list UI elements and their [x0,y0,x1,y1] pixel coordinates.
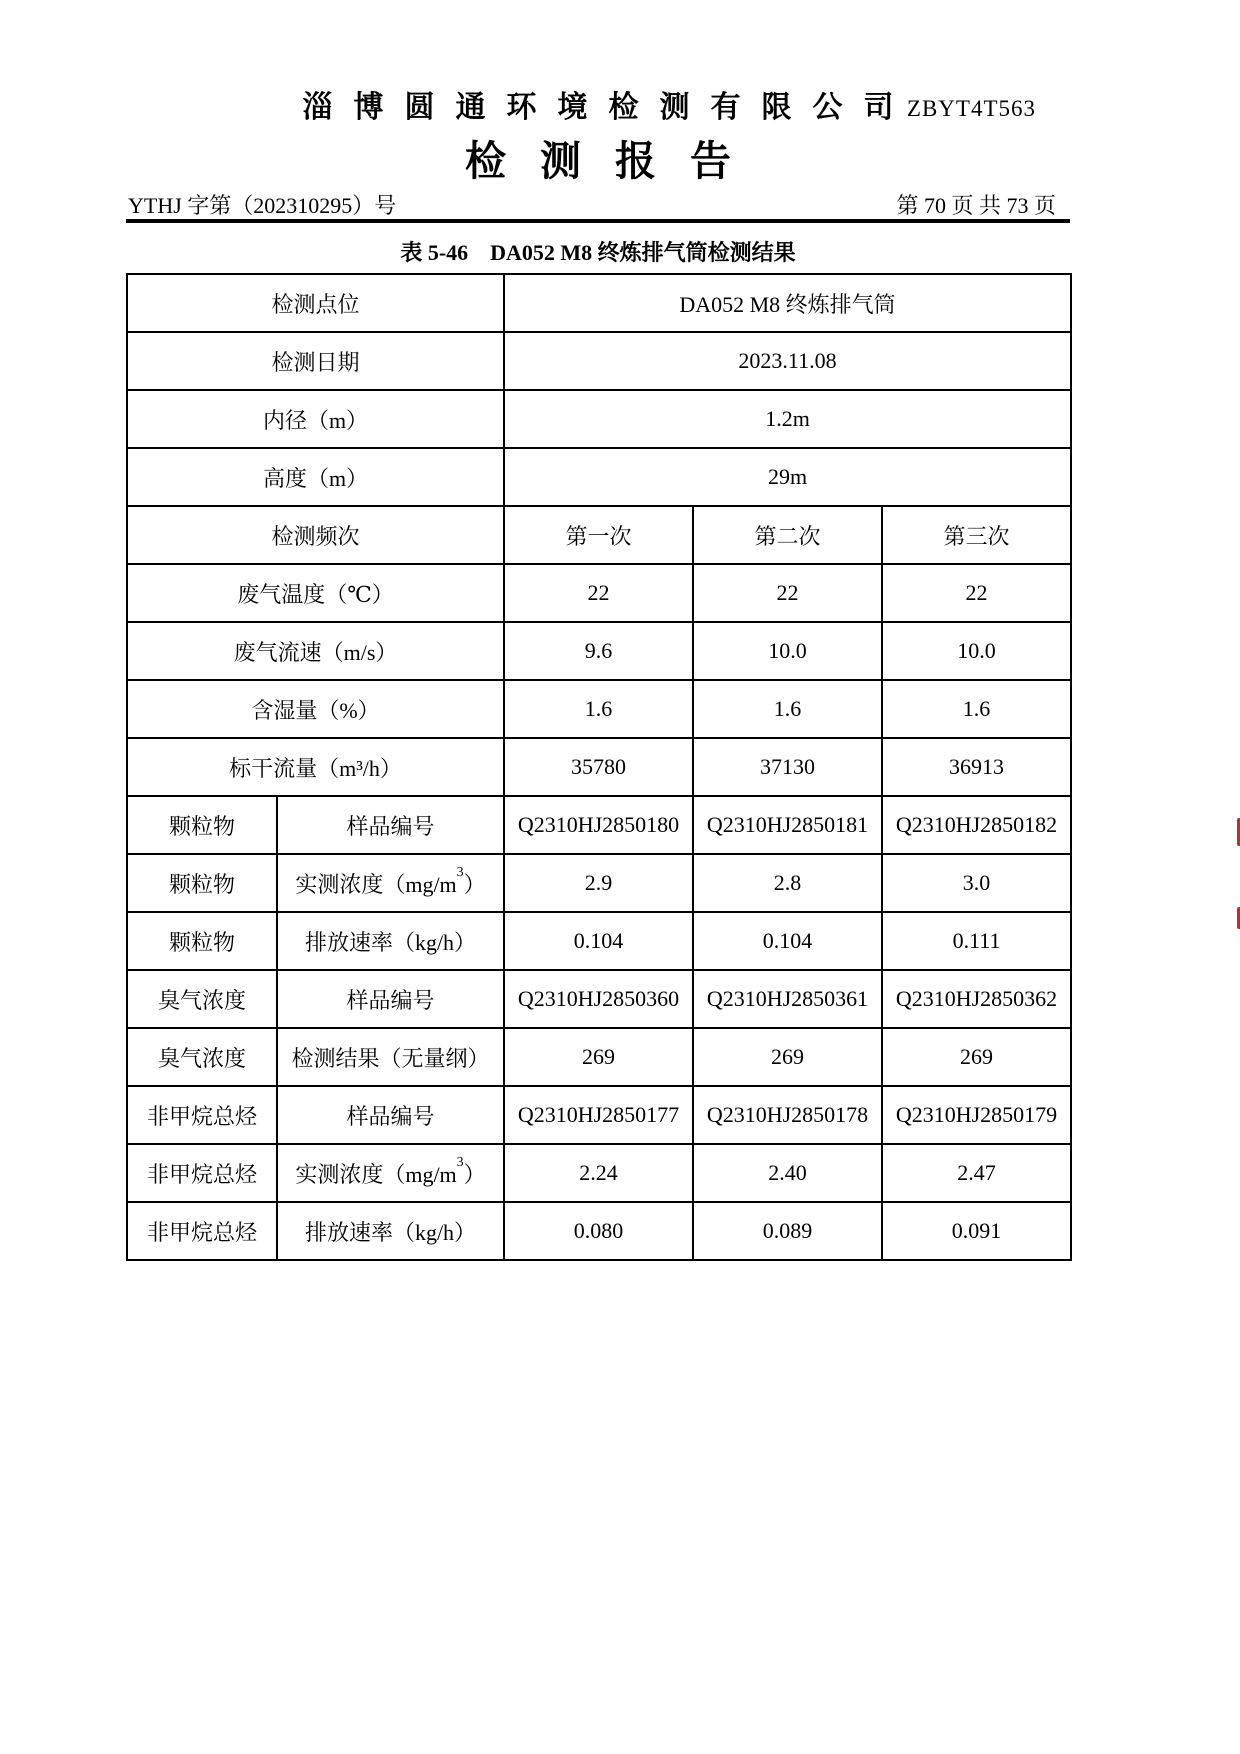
cell-value-3: Q2310HJ2850179 [882,1086,1071,1144]
cell-value-2: 2.40 [693,1144,882,1202]
cell-value-3: 第三次 [882,506,1071,564]
cell-value-3: 3.0 [882,854,1071,912]
header-rule [126,219,1070,223]
param-text: ） [463,1161,486,1187]
table-row [127,738,1071,796]
table-title: 表 5-46 DA052 M8 终炼排气筒检测结果 [400,240,796,265]
cell-value-2: 0.089 [693,1202,882,1260]
report-title-row [126,128,1070,187]
cell-value-1: 2.9 [504,854,693,912]
cell-value-2: Q2310HJ2850361 [693,970,882,1028]
cell-value-3: 36913 [882,738,1071,796]
cell-param: 排放速率（kg/h） [277,912,504,970]
param-text: 实测浓度（mg/m [295,1161,457,1187]
table-row [127,1086,1071,1144]
table-row [127,854,1071,912]
cell-label: 废气温度（℃） [127,564,504,622]
table-row [127,506,1071,564]
results-table [126,273,1072,1261]
table-row [127,390,1071,448]
doc-number: YTHJ 字第（202310295）号 [128,193,397,218]
cell-label: 检测频次 [127,506,504,564]
cell-value-2: 10.0 [693,622,882,680]
cell-param: 检测结果（无量纲） [277,1028,504,1086]
report-title: 检测报告 [465,138,765,184]
param-text: ） [463,871,486,897]
table-row [127,796,1071,854]
cell-value-1: 0.080 [504,1202,693,1260]
cell-value: 29m [504,448,1071,506]
param-superscript: 3 [456,865,464,881]
cell-value-1: 1.6 [504,680,693,738]
cell-value-3: 10.0 [882,622,1071,680]
cell-param: 样品编号 [277,970,504,1028]
cell-param: 样品编号 [277,796,504,854]
cell-value-2: 1.6 [693,680,882,738]
cell-value-2: Q2310HJ2850178 [693,1086,882,1144]
cell-value-2: 22 [693,564,882,622]
cell-value-1: 第一次 [504,506,693,564]
table-row [127,448,1071,506]
table-row [127,332,1071,390]
cell-value-1: 269 [504,1028,693,1086]
cell-value-3: 1.6 [882,680,1071,738]
table-row [127,1028,1071,1086]
cell-value-3: 22 [882,564,1071,622]
cell-param: 样品编号 [277,1086,504,1144]
cell-group: 非甲烷总烃 [127,1202,277,1260]
cell-value-3: Q2310HJ2850362 [882,970,1071,1028]
report-code: ZBYT4T563 [906,96,1036,121]
table-row [127,912,1071,970]
table-row [127,564,1071,622]
cell-value-2: 2.8 [693,854,882,912]
cell-group: 非甲烷总烃 [127,1144,277,1202]
cell-param: 排放速率（kg/h） [277,1202,504,1260]
table-row [127,970,1071,1028]
cell-label: 含湿量（%） [127,680,504,738]
table-row [127,1202,1071,1260]
cell-value-3: 2.47 [882,1144,1071,1202]
cell-value-3: 0.091 [882,1202,1071,1260]
cell-label: 废气流速（m/s） [127,622,504,680]
cell-group: 臭气浓度 [127,1028,277,1086]
table-row [127,1144,1071,1202]
cell-value-2: 37130 [693,738,882,796]
cell-value-1: 35780 [504,738,693,796]
cell-value: DA052 M8 终炼排气筒 [504,274,1071,332]
cell-value-2: Q2310HJ2850181 [693,796,882,854]
cell-label: 检测点位 [127,274,504,332]
cell-value-1: Q2310HJ2850177 [504,1086,693,1144]
company-header [126,82,1070,122]
cell-value-1: 9.6 [504,622,693,680]
page-indicator: 第 70 页 共 73 页 [896,193,1056,218]
cell-label: 标干流量（m³/h） [127,738,504,796]
cell-group: 非甲烷总烃 [127,1086,277,1144]
subheader-row [126,189,1070,220]
table-row [127,622,1071,680]
cell-value-3: 0.111 [882,912,1071,970]
cell-group: 颗粒物 [127,796,277,854]
cell-param [277,1144,504,1202]
table-row [127,274,1071,332]
cell-label: 高度（m） [127,448,504,506]
param-superscript: 3 [456,1155,464,1171]
cell-value-1: Q2310HJ2850360 [504,970,693,1028]
cell-value-1: 2.24 [504,1144,693,1202]
cell-group: 颗粒物 [127,854,277,912]
cell-param [277,854,504,912]
cell-value-3: 269 [882,1028,1071,1086]
cell-label: 检测日期 [127,332,504,390]
cell-value-2: 0.104 [693,912,882,970]
cell-group: 臭气浓度 [127,970,277,1028]
table-row [127,680,1071,738]
cell-label: 内径（m） [127,390,504,448]
cell-value-1: 0.104 [504,912,693,970]
cell-value-2: 269 [693,1028,882,1086]
cell-value-3: Q2310HJ2850182 [882,796,1071,854]
cell-value-2: 第二次 [693,506,882,564]
cell-value-1: Q2310HJ2850180 [504,796,693,854]
cell-value: 2023.11.08 [504,332,1071,390]
param-text: 实测浓度（mg/m [295,871,457,897]
company-name: 淄博圆通环境检测有限公司 [302,91,915,124]
cell-group: 颗粒物 [127,912,277,970]
cell-value: 1.2m [504,390,1071,448]
cell-value-1: 22 [504,564,693,622]
